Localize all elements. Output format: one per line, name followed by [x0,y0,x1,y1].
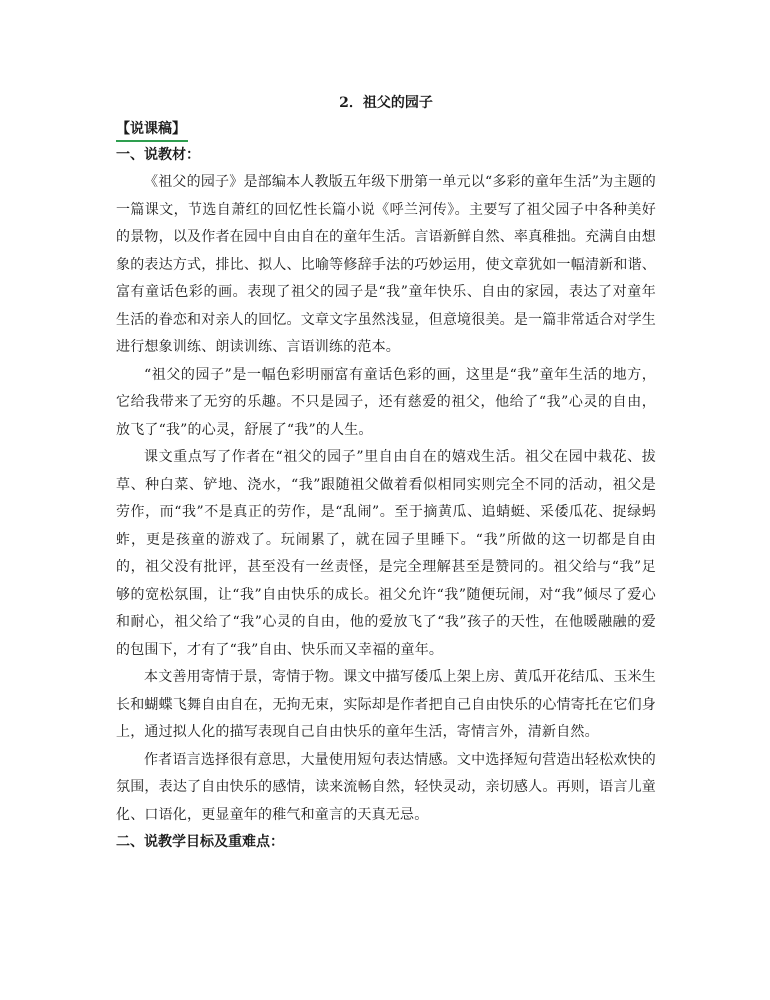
section-heading-2: 二、说教学目标及重难点： [116,834,284,850]
paragraph-3: 课文重点写了作者在“祖父的园子”里自由自在的嬉戏生活。祖父在园中栽花、拔草、种白菜、铲地、浇水，“我”跟随祖父做着看似相同实则完全不同的活动，祖父是劳作，而“我”不是真正的劳作，是“乱闹”。至于摘黄瓜、追蜻蜓、采倭瓜花、捉绿蚂蚱，更是孩童的游戏了。玩闹累了，就在园子里睡下。“我”所做的这一切都是自由的，祖父没有批评，甚至没有一丝责怪，是完全理解甚至是赞同的。祖父给与“我”足够的宽松氛围，让“我”自由快乐的成长。祖父允许“我”随便玩闹，对“我”倾尽了爱心和耐心，祖父给了“我”心灵的自由，他的爱放飞了“我”孩子的天性，在他暖融融的爱的包围下，才有了“我”自由、快乐而又幸福的童年。 [116,449,656,658]
lesson-title: 2．祖父的园子 [339,95,433,111]
section-heading-1: 一、说教材： [116,147,200,163]
section-tag: 【说课稿】 [116,118,188,142]
tag-row [116,118,656,142]
paragraph-5: 作者语言选择很有意思，大量使用短句表达情感。文中选择短句营造出轻松欢快的氛围，表达了自由快乐的感情，读来流畅自然，轻快灵动，亲切感人。再则，语言儿童化、口语化，更显童年的稚气和童言的天真无忌。 [116,751,656,823]
paragraph-4: 本文善用寄情于景，寄情于物。课文中描写倭瓜上架上房、黄瓜开花结瓜、玉米生长和蝴蝶飞舞自由自在，无拘无束，实际却是作者把自己自由快乐的心情寄托在它们身上，通过拟人化的描写表现自己自由快乐的童年生活，寄情言外，清新自然。 [116,669,656,740]
paragraph-2: “祖父的园子”是一幅色彩明丽富有童话色彩的画，这里是“我”童年生活的地方，它给我带来了无穷的乐趣。不只是园子，还有慈爱的祖父，他给了“我”心灵的自由，放飞了“我”的心灵，舒展了“我”的人生。 [116,366,656,438]
paragraph-1: 《祖父的园子》是部编本人教版五年级下册第一单元以“多彩的童年生活”为主题的一篇课文，节选自萧红的回忆性长篇小说《呼兰河传》。主要写了祖父园子中各种美好的景物，以及作者在园中自由自在的童年生活。言语新鲜自然、率真稚拙。充满自由想象的表达方式，排比、拟人、比喻等修辞手法的巧妙运用，使文章犹如一幅清新和谐、富有童话色彩的画。表现了祖父的园子是“我”童年快乐、自由的家园，表达了对童年生活的眷恋和对亲人的回忆。文章文字虽然浅显，但意境很美。是一篇非常适合对学生进行想象训练、朗读训练、言语训练的范本。 [116,174,656,355]
